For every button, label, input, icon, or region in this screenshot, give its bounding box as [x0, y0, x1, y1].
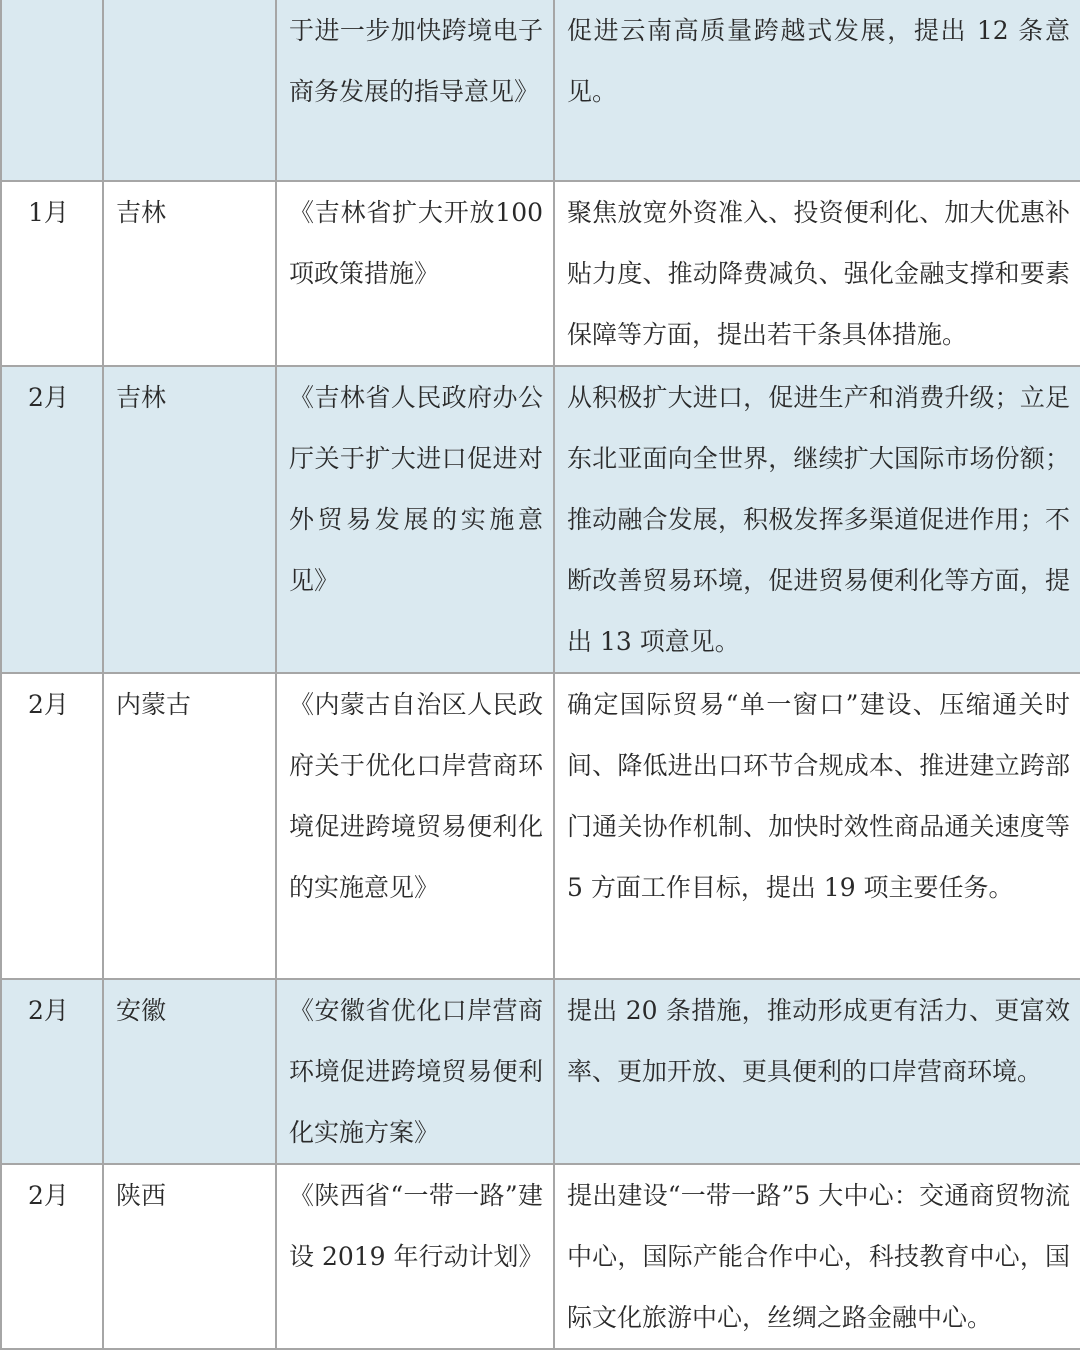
table-row — [1, 673, 1080, 979]
month-cell: 2月 — [1, 1164, 103, 1349]
document-cell: 《内蒙古自治区人民政府关于优化口岸营商环境促进跨境贸易便利化的实施意见》 — [276, 673, 554, 979]
document-cell: 于进一步加快跨境电子商务发展的指导意见》 — [276, 0, 554, 181]
document-cell: 《吉林省人民政府办公厅关于扩大进口促进对外贸易发展的实施意见》 — [276, 366, 554, 673]
content-cell: 提出建设“一带一路”5 大中心：交通商贸物流中心，国际产能合作中心，科技教育中心，国际文化旅游中心，丝绸之路金融中心。 — [554, 1164, 1080, 1349]
table-row — [1, 366, 1080, 673]
table-row — [1, 0, 1080, 181]
content-cell: 促进云南高质量跨越式发展，提出 12 条意见。 — [554, 0, 1080, 181]
province-cell — [103, 0, 276, 181]
content-cell: 提出 20 条措施，推动形成更有活力、更富效率、更加开放、更具便利的口岸营商环境。 — [554, 979, 1080, 1164]
month-cell: 2月 — [1, 366, 103, 673]
province-cell: 吉林 — [103, 181, 276, 366]
table-row — [1, 181, 1080, 366]
month-cell: 1月 — [1, 181, 103, 366]
document-cell: 《吉林省扩大开放100 项政策措施》 — [276, 181, 554, 366]
province-cell: 内蒙古 — [103, 673, 276, 979]
document-cell: 《安徽省优化口岸营商环境促进跨境贸易便利化实施方案》 — [276, 979, 554, 1164]
content-cell: 从积极扩大进口，促进生产和消费升级；立足东北亚面向全世界，继续扩大国际市场份额；推动融合发展，积极发挥多渠道促进作用；不断改善贸易环境，促进贸易便利化等方面，提出 13 项意见。 — [554, 366, 1080, 673]
province-cell: 安徽 — [103, 979, 276, 1164]
month-cell: 2月 — [1, 979, 103, 1164]
table-row — [1, 1164, 1080, 1349]
content-cell: 确定国际贸易“单一窗口”建设、压缩通关时间、降低进出口环节合规成本、推进建立跨部门通关协作机制、加快时效性商品通关速度等 5 方面工作目标，提出 19 项主要任务。 — [554, 673, 1080, 979]
month-cell — [1, 0, 103, 181]
content-cell: 聚焦放宽外资准入、投资便利化、加大优惠补贴力度、推动降费减负、强化金融支撑和要素保障等方面，提出若干条具体措施。 — [554, 181, 1080, 366]
province-cell: 陕西 — [103, 1164, 276, 1349]
table-row — [1, 979, 1080, 1164]
document-cell: 《陕西省“一带一路”建设 2019 年行动计划》 — [276, 1164, 554, 1349]
month-cell: 2月 — [1, 673, 103, 979]
province-cell: 吉林 — [103, 366, 276, 673]
